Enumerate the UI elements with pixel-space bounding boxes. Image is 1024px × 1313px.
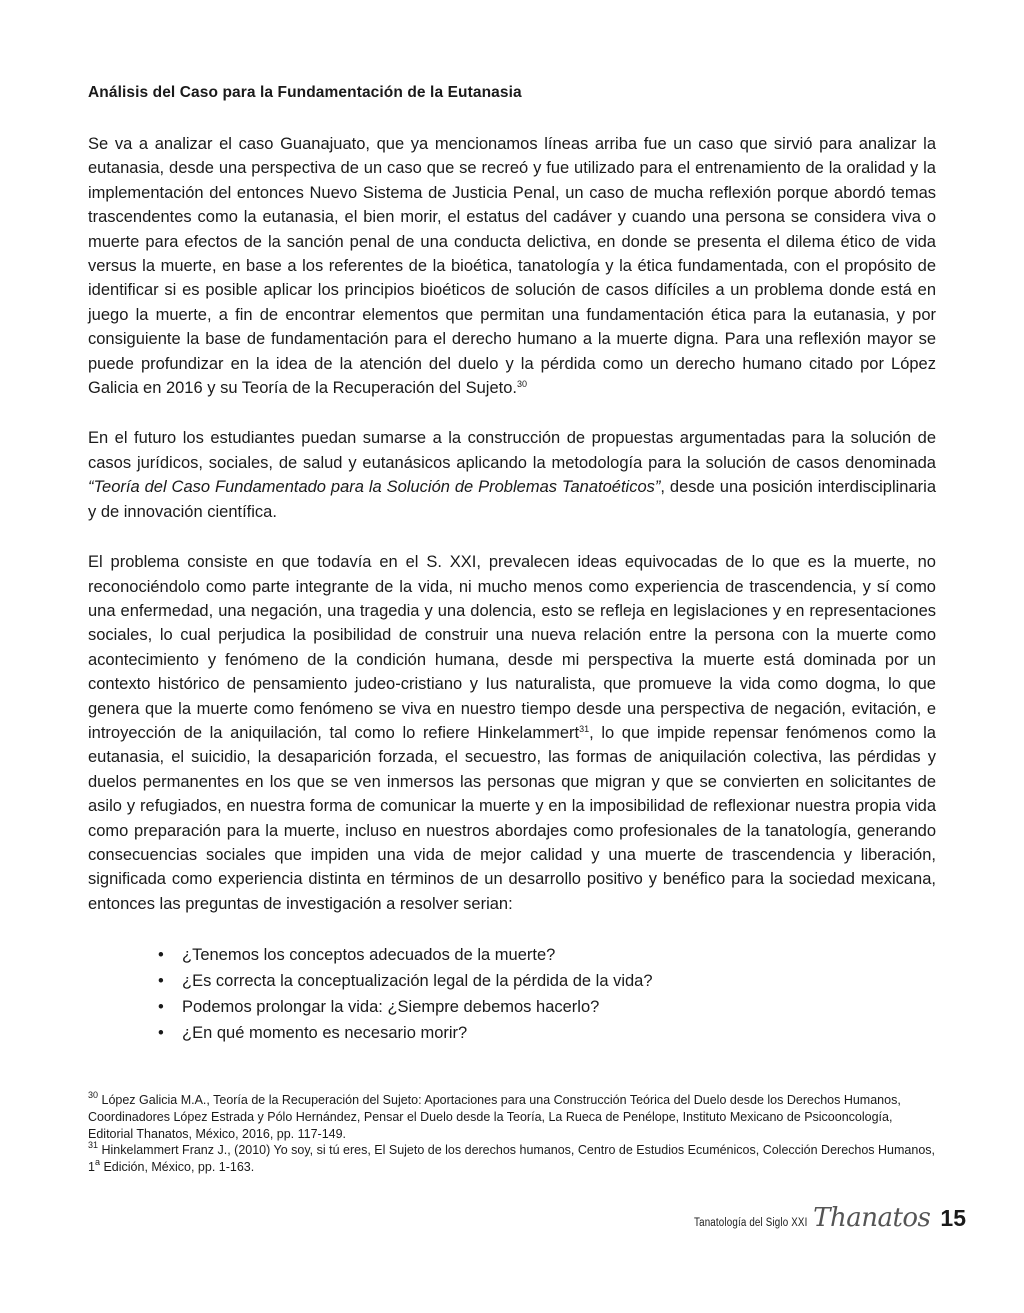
footnotes xyxy=(88,1092,936,1176)
bullet-icon: • xyxy=(158,946,164,965)
paragraph-3 xyxy=(88,550,936,916)
footnote-31 xyxy=(88,1142,936,1176)
footnote-31-text-b: Edición, México, pp. 1-163. xyxy=(99,1160,255,1175)
paragraph-1 xyxy=(88,132,936,400)
paragraph-2-text-b: , desde una posición interdisciplinaria y de innovación científica. xyxy=(88,478,936,521)
bullet-icon: • xyxy=(158,972,164,991)
thanatos-logo: Thanatos xyxy=(813,1203,931,1233)
footnote-31-ordinal: a xyxy=(94,1157,100,1168)
list-item xyxy=(158,1020,936,1046)
journal-name: Tanatología del Siglo XXI xyxy=(693,1217,808,1229)
question-text: ¿Es correcta la conceptualización legal de la pérdida de la vida? xyxy=(182,972,653,991)
section-title: Análisis del Caso para la Fundamentación de la Eutanasia xyxy=(88,84,522,101)
bullet-icon: • xyxy=(158,998,164,1017)
footnote-31-text-a: Hinkelammert Franz J., (2010) Yo soy, si tú eres, El Sujeto de los derechos humanos, Centro de Estudios Ecuménicos, Colección Derechos Humanos, 1 xyxy=(88,1143,935,1175)
paragraph-3-text-a: El problema consiste en que todavía en el S. XXI, prevalecen ideas equivocadas de lo que es la muerte, no reconociéndolo como parte integrante de la vida, ni mucho menos como experiencia de trascendencia, y sí como una enfermedad, una negación, una tragedia y una dolencia, esto se refleja en legislaciones y en representaciones sociales, lo cual perjudica la posibilidad de construir una nueva relación entre la persona con la muerte como acontecimiento y fenómeno de la condición humana, desde mi perspectiva la muerte está dominada por un contexto histórico de pensamiento judeo-cristiano y Ius naturalista, que promueve la vida como dogma, lo que genera que la muerte como fenómeno se viva en nuestro tiempo desde una perspectiva de negación, evitación, e introyección de la aniquilación, tal como lo refiere Hinkelammert xyxy=(88,553,936,742)
footnote-mark-30: 30 xyxy=(88,1090,99,1100)
paragraph-2-text-a: En el futuro los estudiantes puedan sumarse a la construcción de propuestas argumentadas para la solución de casos jurídicos, sociales, de salud y eutanásicos aplicando la metodología para la solución de casos denominada xyxy=(88,429,936,472)
footnote-ref-30[interactable]: 30 xyxy=(516,379,527,390)
footnote-30 xyxy=(88,1092,936,1142)
research-questions-list xyxy=(88,942,936,1046)
list-item xyxy=(158,942,936,968)
question-text: ¿En qué momento es necesario morir? xyxy=(182,1024,468,1043)
paragraph-2-italic-title: “Teoría del Caso Fundamentado para la Solución de Problemas Tanatoéticos” xyxy=(88,478,661,497)
page-number: 15 xyxy=(940,1205,966,1231)
paragraph-3-text-b: , lo que impide repensar fenómenos como la eutanasia, el suicidio, la desaparición forzada, el secuestro, las formas de aniquilación colectiva, las pérdidas y duelos permanentes en los que se ven inmersos las personas que migran y que se convierten en solicitantes de asilo y refugiados, en nuestra forma de comunicar la muerte y en la imposibilidad de reflexionar nuestra propia vida como preparación para la muerte, incluso en nuestros abordajes como profesionales de la tanatología, generando consecuencias sociales que impiden una vida de mejor calidad y una muerte de trascendencia y liberación, significada como experiencia distinta en términos de un desarrollo positivo y benéfico para la sociedad mexicana, entonces las preguntas de investigación a resolver serian: xyxy=(88,723,936,913)
question-text: ¿Tenemos los conceptos adecuados de la muerte? xyxy=(182,946,556,965)
page-content xyxy=(88,84,936,1046)
list-item xyxy=(158,994,936,1020)
question-text: Podemos prolongar la vida: ¿Siempre debemos hacerlo? xyxy=(182,998,600,1017)
footnote-30-text: López Galicia M.A., Teoría de la Recuperación del Sujeto: Aportaciones para una Construcción Teórica del Duelo desde los Derechos Humanos, Coordinadores López Estrada y Pólo Hernández, Pensar el Duelo desde la Teoría, La Rueca de Penélope, Instituto Mexicano de Psicooncología, Editorial Thanatos, México, 2016, pp. 117-149. xyxy=(88,1093,901,1141)
bullet-icon: • xyxy=(158,1024,164,1043)
footnote-mark-31: 31 xyxy=(88,1140,99,1151)
paragraph-2 xyxy=(88,426,936,524)
paragraph-1-text: Se va a analizar el caso Guanajuato, que ya mencionamos líneas arriba fue un caso que sirvió para analizar la eutanasia, desde una perspectiva de un caso que se recreó y fue utilizado para el entrenamiento de la oralidad y la implementación del entonces Nuevo Sistema de Justicia Penal, un caso de mucha reflexión porque abordó temas trascendentes como la eutanasia, el bien morir, el estatus del cadáver y cuando una persona se considera viva o muerte para efectos de la sanción penal de una conducta delictiva, en donde se presenta el dilema ético de vida versus la muerte, en base a los referentes de la bioética, tanatología y la ética fundamentada, con el propósito de identificar si es posible aplicar los principios bioéticos de solución de casos difíciles a un problema donde está en juego la muerte, a fin de encontrar elementos que permitan una fundamentación ética para la eutanasia, y por consiguiente la base de fundamentación para el derecho humano a la muerte digna. Para una reflexión mayor se puede profundizar en la idea de la atención del duelo y la pérdida como un derecho humano citado por López Galicia en 2016 y su Teoría de la Recuperación del Sujeto. xyxy=(88,135,936,398)
page-footer xyxy=(674,1203,966,1233)
list-item xyxy=(158,968,936,994)
footnote-ref-31[interactable]: 31 xyxy=(579,723,590,734)
